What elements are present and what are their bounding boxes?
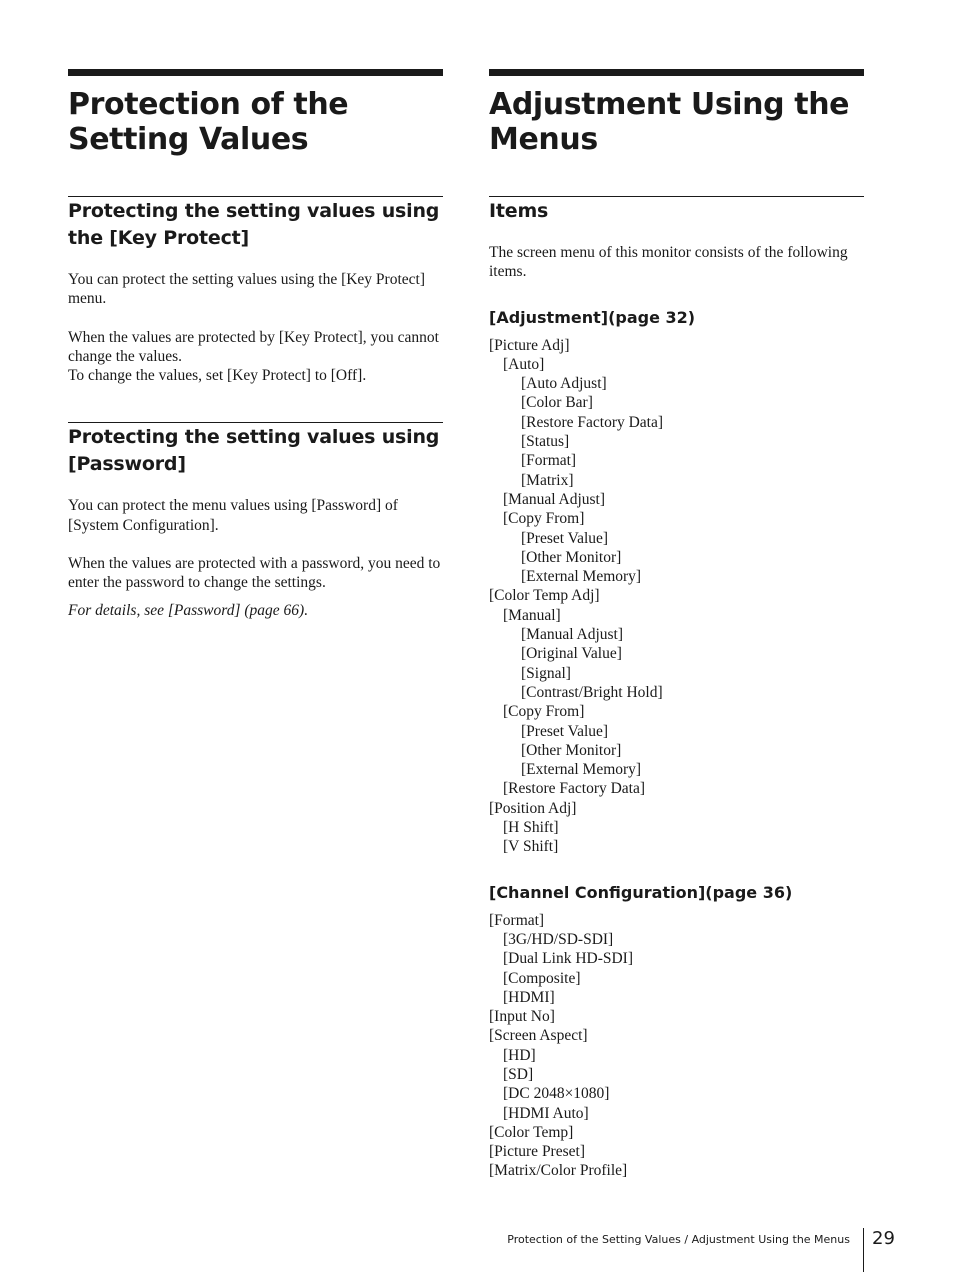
page-title-adjustment: Adjustment Using the Menus (489, 87, 850, 157)
menu-item: [H Shift] (503, 819, 559, 837)
section-rule (489, 196, 864, 197)
page-title-protection: Protection of the Setting Values (68, 87, 349, 157)
menu-item: [HDMI Auto] (503, 1104, 589, 1122)
menu-item: [Format] (521, 452, 577, 470)
page-number: 29 (872, 1228, 895, 1249)
adjustment-menu-list (489, 336, 864, 857)
menu-item: [Status] (521, 433, 570, 451)
right-column (489, 69, 864, 1181)
menu-item: [Copy From] (503, 510, 585, 528)
menu-item: [Picture Preset] (489, 1143, 585, 1161)
section-rule (68, 196, 443, 197)
menu-item: [Matrix] (521, 471, 574, 489)
menu-item: [Composite] (503, 969, 581, 987)
menu-item: [Color Bar] (521, 394, 593, 412)
section-heading-items: Items (489, 200, 549, 222)
menu-item: [DC 2048×1080] (503, 1085, 610, 1103)
menu-item: [Other Monitor] (521, 548, 622, 566)
menu-item: [Auto Adjust] (521, 375, 607, 393)
menu-item: [HDMI] (503, 988, 555, 1006)
menu-item: [Restore Factory Data] (503, 780, 646, 798)
password-paragraph-1: You can protect the menu values using [Password] of [System Configuration]. (68, 497, 398, 534)
menu-item: [External Memory] (521, 568, 642, 586)
section-heading-key-protect: Protecting the setting values using the [Key Protect] (68, 200, 440, 249)
menu-item: [Picture Adj] (489, 336, 570, 354)
menu-item: [Position Adj] (489, 799, 577, 817)
footer-divider (863, 1228, 864, 1272)
menu-item: [Contrast/Bright Hold] (521, 683, 663, 701)
items-intro: The screen menu of this monitor consists of the following items. (489, 244, 848, 281)
key-protect-paragraph-2b: To change the values, set [Key Protect] to [Off]. (68, 367, 367, 385)
section-heading-password: Protecting the setting values using [Password] (68, 426, 440, 476)
menu-item: [V Shift] (503, 838, 559, 856)
left-column (68, 69, 443, 620)
menu-item: [Manual Adjust] (503, 490, 606, 508)
menu-item: [Copy From] (503, 703, 585, 721)
menu-item: [Preset Value] (521, 722, 609, 740)
menu-item: [Color Temp Adj] (489, 587, 600, 605)
section-rule (68, 422, 443, 423)
password-paragraph-2: When the values are protected with a password, you need to enter the password to change the settings. (68, 555, 441, 592)
menu-item: [Manual Adjust] (521, 626, 624, 644)
menu-item: [HD] (503, 1046, 536, 1064)
menu-item: [Matrix/Color Profile] (489, 1162, 628, 1180)
menu-item: [Screen Aspect] (489, 1027, 588, 1045)
password-note: For details, see [Password] (page 66). (68, 601, 309, 619)
title-rule (489, 69, 864, 76)
menu-item: [Format] (489, 911, 545, 929)
title-rule (68, 69, 443, 76)
channel-configuration-heading: [Channel Configuration](page 36) (489, 882, 793, 902)
menu-item: [SD] (503, 1065, 534, 1083)
menu-item: [Auto] (503, 355, 545, 373)
menu-item: [Original Value] (521, 645, 622, 663)
key-protect-paragraph-1: You can protect the setting values using the [Key Protect] menu. (68, 271, 425, 308)
menu-item: [External Memory] (521, 761, 642, 779)
channel-configuration-menu-list (489, 911, 864, 1181)
menu-item: [Signal] (521, 664, 571, 682)
menu-item: [Dual Link HD-SDI] (503, 950, 634, 968)
running-footer-title: Protection of the Setting Values / Adjustment Using the Menus (507, 1233, 850, 1246)
key-protect-paragraph-2a: When the values are protected by [Key Protect], you cannot change the values. (68, 328, 439, 365)
menu-item: [Manual] (503, 606, 561, 624)
menu-item: [Input No] (489, 1008, 555, 1026)
adjustment-heading: [Adjustment](page 32) (489, 307, 696, 327)
menu-item: [Preset Value] (521, 529, 609, 547)
menu-item: [Other Monitor] (521, 741, 622, 759)
menu-item: [Color Temp] (489, 1123, 574, 1141)
menu-item: [3G/HD/SD-SDI] (503, 930, 614, 948)
menu-item: [Restore Factory Data] (521, 413, 664, 431)
